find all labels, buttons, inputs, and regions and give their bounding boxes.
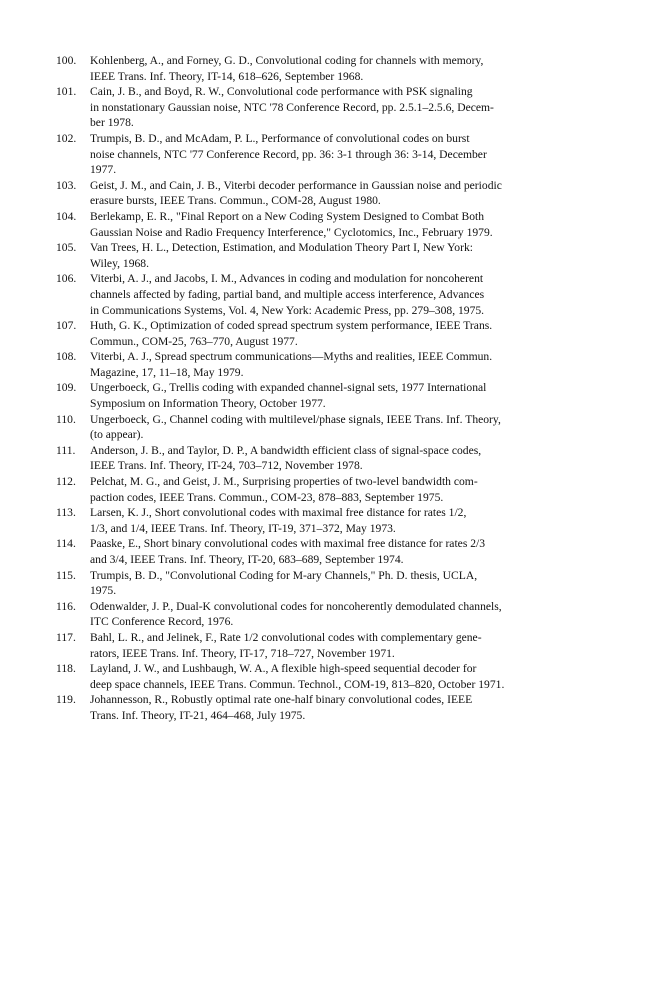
- reference-line: Huth, G. K., Optimization of coded spread spectrum system performance, IEEE Trans.: [90, 319, 493, 333]
- reference-line: Symposium on Information Theory, October 1977.: [90, 397, 326, 411]
- reference-line: Trans. Inf. Theory, IT-21, 464–468, July 1975.: [90, 708, 306, 722]
- reference-line: Kohlenberg, A., and Forney, G. D., Convolutional coding for channels with memory,: [90, 54, 484, 67]
- reference-text: [90, 209, 576, 240]
- reference-line: Commun., COM-25, 763–770, August 1977.: [90, 334, 298, 348]
- reference-entry: [56, 84, 576, 131]
- reference-entry: [56, 568, 576, 599]
- reference-number: 103.: [56, 178, 77, 192]
- reference-line: Magazine, 17, 11–18, May 1979.: [90, 365, 244, 379]
- reference-line: IEEE Trans. Inf. Theory, IT-14, 618–626, September 1968.: [90, 69, 364, 83]
- reference-number: 111.: [56, 443, 76, 457]
- reference-line: IEEE Trans. Inf. Theory, IT-24, 703–712, November 1978.: [90, 459, 363, 473]
- reference-entry: [56, 349, 576, 380]
- reference-entry: [56, 53, 576, 84]
- reference-text: [90, 630, 576, 661]
- reference-entry: [56, 271, 576, 318]
- reference-entry: [56, 240, 576, 271]
- reference-line: paction codes, IEEE Trans. Commun., COM-23, 878–883, September 1975.: [90, 490, 444, 504]
- reference-line: Berlekamp, E. R., "Final Report on a New Coding System Designed to Combat Both: [90, 209, 485, 223]
- reference-line: rators, IEEE Trans. Inf. Theory, IT-17, 718–727, November 1971.: [90, 646, 395, 660]
- reference-number: 106.: [56, 272, 77, 286]
- reference-number: 102.: [56, 131, 77, 145]
- reference-number: 116.: [56, 599, 76, 613]
- reference-line: Larsen, K. J., Short convolutional codes with maximal free distance for rates 1/2,: [90, 506, 467, 520]
- reference-text: [90, 412, 576, 443]
- reference-number: 100.: [56, 54, 77, 67]
- reference-number: 105.: [56, 241, 77, 255]
- reference-text: [90, 505, 576, 536]
- reference-entry: [56, 318, 576, 349]
- reference-list: [56, 53, 576, 724]
- reference-line: ber 1978.: [90, 116, 134, 130]
- reference-entry: [56, 131, 576, 178]
- reference-line: ITC Conference Record, 1976.: [90, 615, 234, 629]
- reference-line: erasure bursts, IEEE Trans. Commun., COM-28, August 1980.: [90, 194, 381, 208]
- reference-text: [90, 692, 576, 723]
- reference-line: Layland, J. W., and Lushbaugh, W. A., A flexible high-speed sequential decoder for: [90, 662, 477, 676]
- reference-number: 115.: [56, 568, 76, 582]
- reference-line: (to appear).: [90, 428, 144, 442]
- reference-text: [90, 53, 576, 84]
- reference-number: 114.: [56, 537, 76, 551]
- reference-text: [90, 271, 576, 318]
- reference-entry: [56, 412, 576, 443]
- reference-line: Trumpis, B. D., "Convolutional Coding for M-ary Channels," Ph. D. thesis, UCLA,: [90, 568, 478, 582]
- reference-line: Anderson, J. B., and Taylor, D. P., A bandwidth efficient class of signal-space codes,: [90, 443, 482, 457]
- reference-line: and 3/4, IEEE Trans. Inf. Theory, IT-20, 683–689, September 1974.: [90, 553, 404, 566]
- reference-entry: [56, 661, 576, 692]
- reference-line: Cain, J. B., and Boyd, R. W., Convolutional code performance with PSK signaling: [90, 85, 473, 99]
- reference-line: Bahl, L. R., and Jelinek, F., Rate 1/2 convolutional codes with complementary gene-: [90, 630, 482, 644]
- reference-line: Viterbi, A. J., Spread spectrum communications—Myths and realities, IEEE Commun.: [90, 350, 493, 364]
- reference-text: [90, 568, 576, 599]
- reference-text: [90, 443, 576, 474]
- reference-entry: [56, 630, 576, 661]
- reference-entry: [56, 178, 576, 209]
- reference-line: Paaske, E., Short binary convolutional codes with maximal free distance for rates 2/3: [90, 537, 486, 551]
- reference-line: Pelchat, M. G., and Geist, J. M., Surprising properties of two-level bandwidth com-: [90, 475, 478, 489]
- reference-line: Gaussian Noise and Radio Frequency Interference," Cyclotomics, Inc., February 1979.: [90, 225, 493, 239]
- reference-text: [90, 661, 576, 692]
- reference-number: 117.: [56, 630, 76, 644]
- reference-entry: [56, 443, 576, 474]
- reference-entry: [56, 599, 576, 630]
- reference-line: Odenwalder, J. P., Dual-K convolutional codes for noncoherently demodulated channels,: [90, 599, 502, 613]
- reference-line: 1975.: [90, 584, 117, 598]
- reference-number: 113.: [56, 506, 76, 520]
- reference-line: 1977.: [90, 163, 117, 177]
- reference-line: 1/3, and 1/4, IEEE Trans. Inf. Theory, IT-19, 371–372, May 1973.: [90, 521, 396, 535]
- reference-line: noise channels, NTC '77 Conference Record, pp. 36: 3-1 through 36: 3-14, December: [90, 147, 487, 161]
- reference-number: 104.: [56, 209, 77, 223]
- reference-line: Ungerboeck, G., Trellis coding with expanded channel-signal sets, 1977 International: [90, 381, 487, 395]
- reference-line: Wiley, 1968.: [90, 256, 149, 270]
- reference-entry: [56, 536, 576, 567]
- reference-text: [90, 318, 576, 349]
- reference-number: 107.: [56, 319, 77, 333]
- reference-entry: [56, 505, 576, 536]
- reference-number: 108.: [56, 350, 77, 364]
- reference-entry: [56, 692, 576, 723]
- reference-text: [90, 599, 576, 630]
- reference-number: 101.: [56, 85, 77, 99]
- reference-text: [90, 474, 576, 505]
- reference-line: Trumpis, B. D., and McAdam, P. L., Performance of convolutional codes on burst: [90, 131, 470, 145]
- reference-line: Ungerboeck, G., Channel coding with multilevel/phase signals, IEEE Trans. Inf. Theory,: [90, 412, 501, 426]
- reference-number: 119.: [56, 693, 76, 707]
- reference-text: [90, 240, 576, 271]
- reference-line: Johannesson, R., Robustly optimal rate one-half binary convolutional codes, IEEE: [90, 693, 473, 707]
- reference-number: 109.: [56, 381, 77, 395]
- reference-text: [90, 536, 576, 567]
- reference-number: 118.: [56, 662, 76, 676]
- reference-line: in nonstationary Gaussian noise, NTC '78 Conference Record, pp. 2.5.1–2.5.6, Decem-: [90, 100, 494, 114]
- reference-line: channels affected by fading, partial band, and multiple access interference, Advances: [90, 287, 485, 301]
- reference-line: Viterbi, A. J., and Jacobs, I. M., Advances in coding and modulation for noncoherent: [90, 272, 484, 286]
- reference-entry: [56, 209, 576, 240]
- reference-line: in Communications Systems, Vol. 4, New York: Academic Press, pp. 279–308, 1975.: [90, 303, 485, 317]
- reference-number: 112.: [56, 475, 76, 489]
- reference-line: Van Trees, H. L., Detection, Estimation, and Modulation Theory Part I, New York:: [90, 241, 473, 255]
- reference-number: 110.: [56, 412, 76, 426]
- reference-line: deep space channels, IEEE Trans. Commun. Technol., COM-19, 813–820, October 1971.: [90, 677, 505, 691]
- reference-text: [90, 178, 576, 209]
- reference-text: [90, 380, 576, 411]
- reference-text: [90, 84, 576, 131]
- reference-text: [90, 349, 576, 380]
- reference-entry: [56, 380, 576, 411]
- reference-text: [90, 131, 576, 178]
- reference-entry: [56, 474, 576, 505]
- reference-line: Geist, J. M., and Cain, J. B., Viterbi decoder performance in Gaussian noise and periodic: [90, 178, 502, 192]
